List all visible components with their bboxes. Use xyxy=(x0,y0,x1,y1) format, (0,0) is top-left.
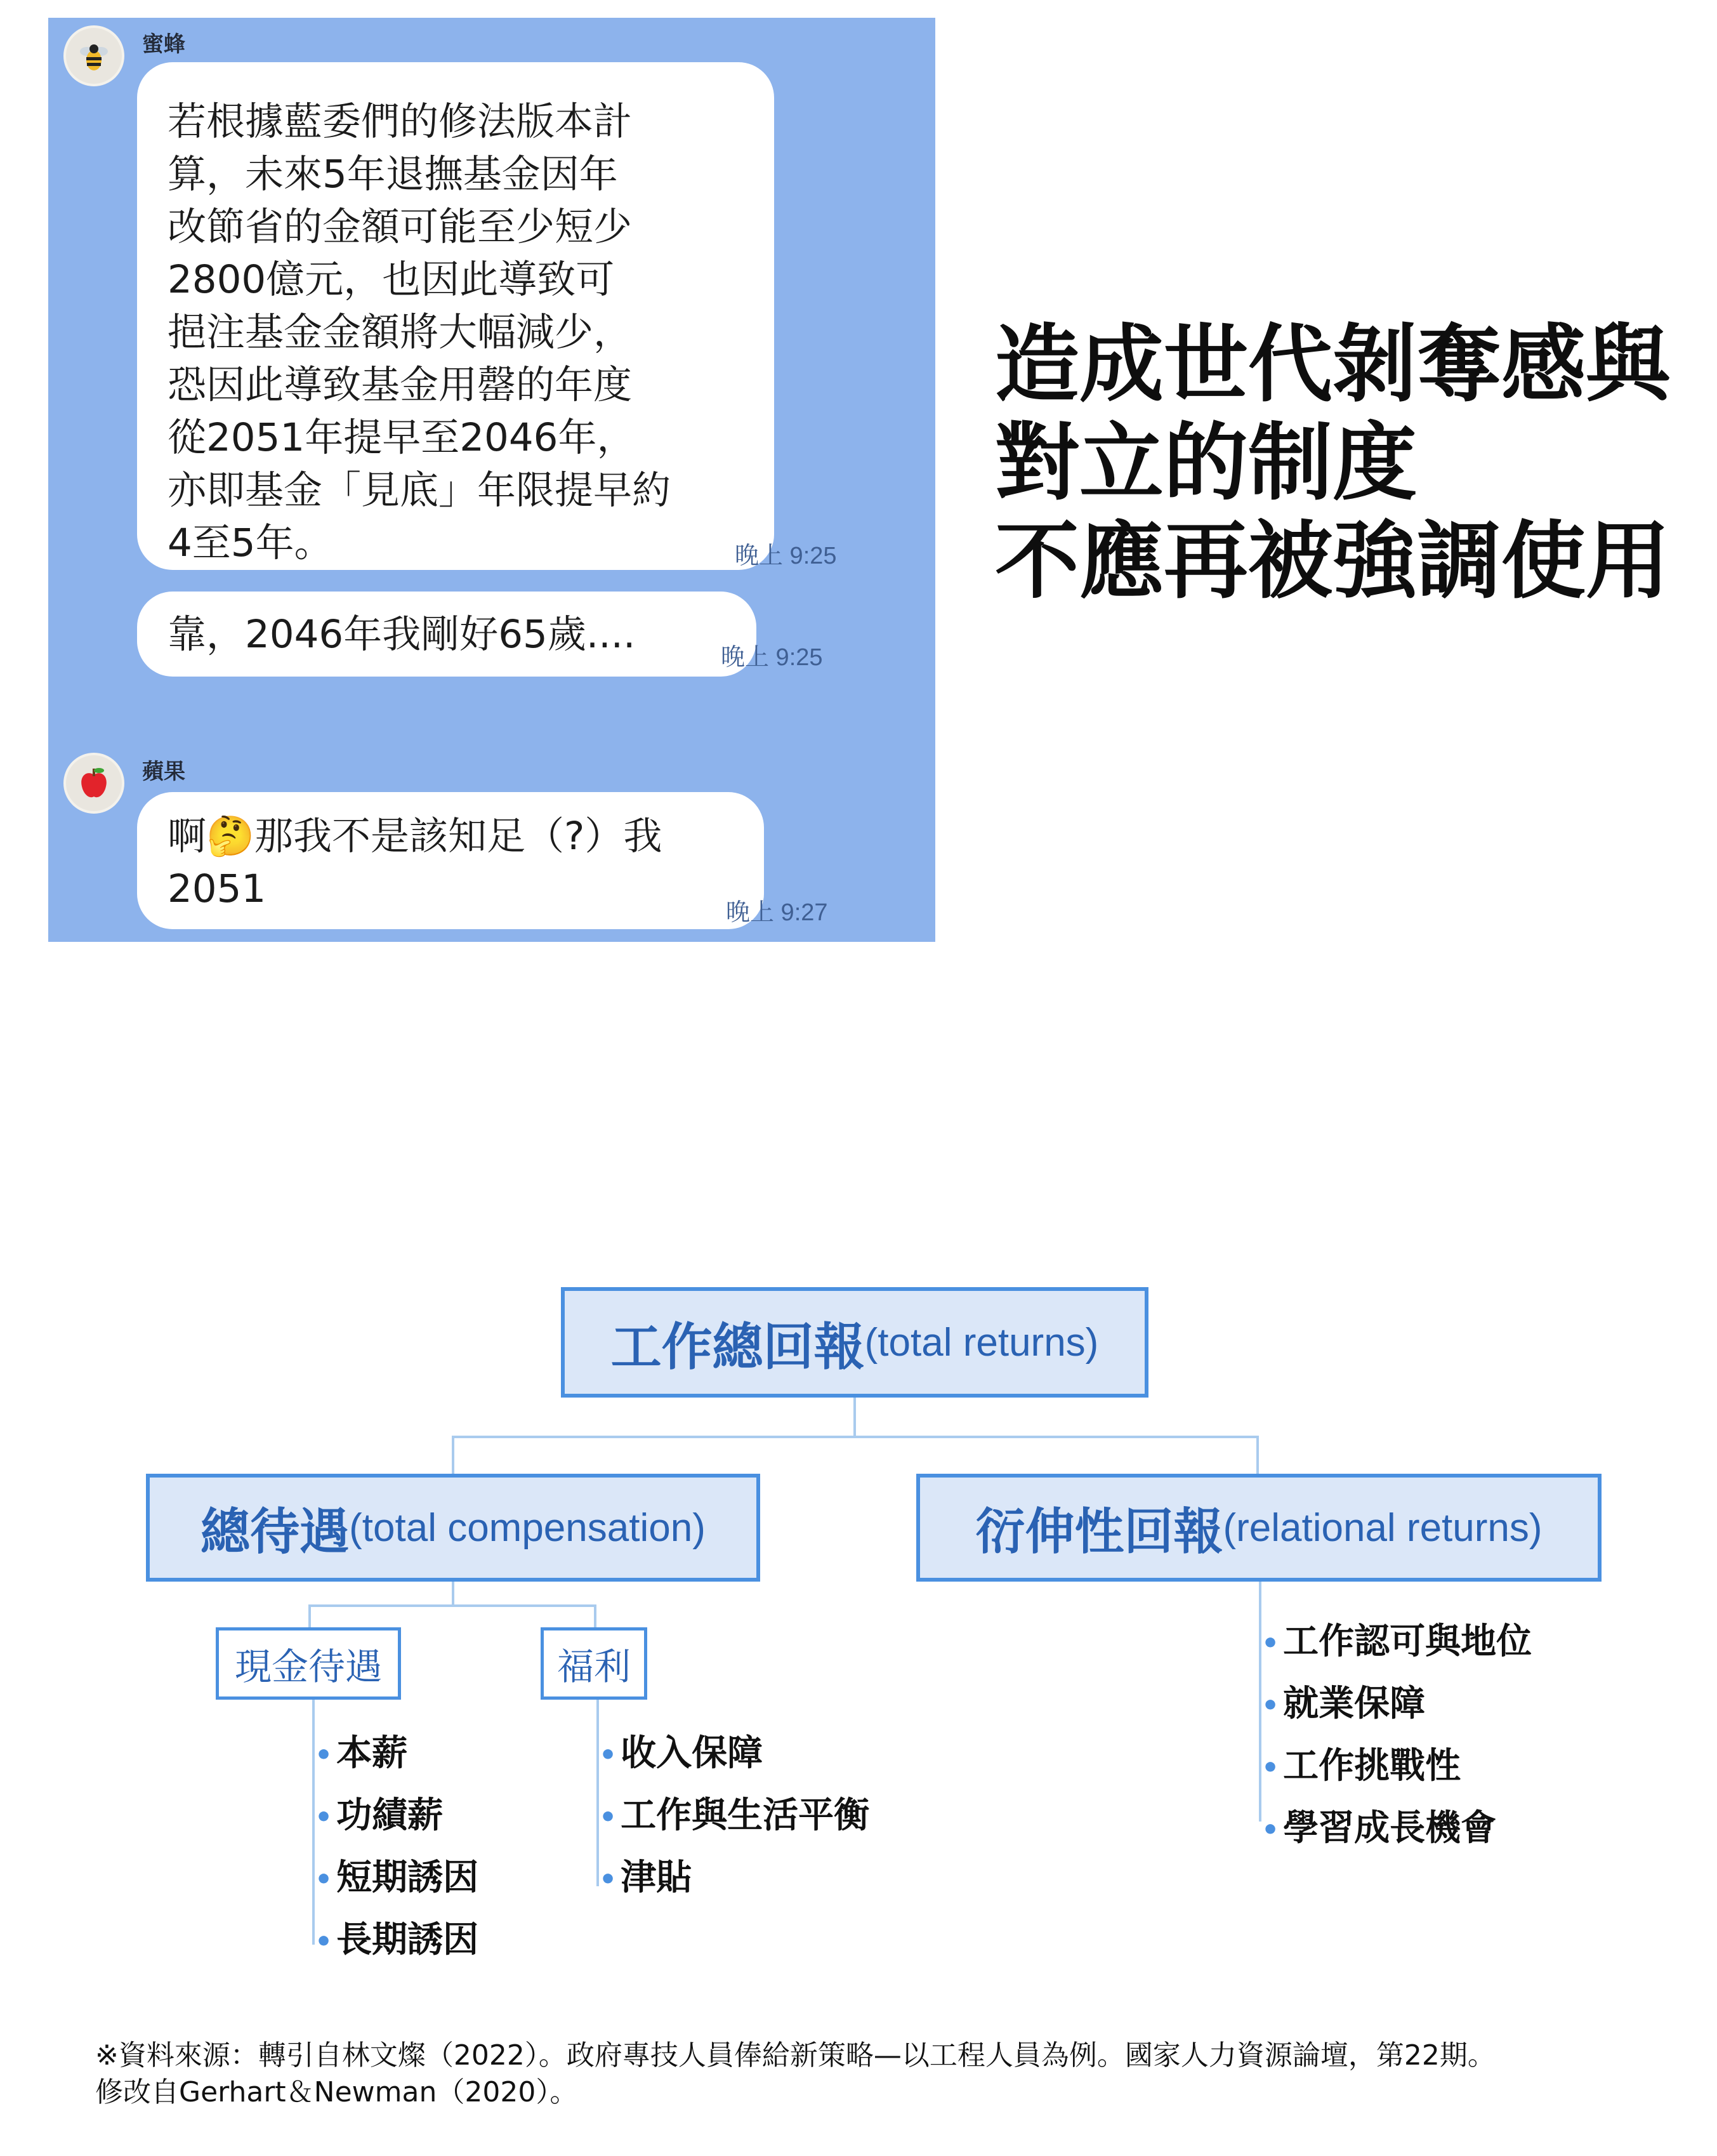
message-time: 晚上 9:27 xyxy=(726,899,828,926)
slogan-line: 對立的制度 xyxy=(995,414,1417,512)
relational-item: • 工作認可與地位 xyxy=(1261,1621,1532,1662)
source-line: ※資料來源：轉引自林文燦（2022）。政府專技人員俸給新策略—以工程人員為例。國家人力資源論壇，第22期。 xyxy=(95,2039,1496,2072)
cash-item: • 功績薪 xyxy=(315,1795,444,1836)
slogan-line: 造成世代剝奪感與 xyxy=(995,316,1670,414)
message-line: 改節省的金額可能至少短少 xyxy=(168,204,633,249)
sender-name: 蘋果 xyxy=(142,760,185,784)
benefit-item: • 工作與生活平衡 xyxy=(599,1795,870,1836)
slogan-line: 不應再被強調使用 xyxy=(995,513,1670,611)
benefit-item: • 收入保障 xyxy=(599,1733,763,1774)
relational-item: • 就業保障 xyxy=(1261,1683,1426,1724)
benefit-item: • 津貼 xyxy=(599,1857,692,1898)
message-bubble[interactable] xyxy=(137,792,764,929)
total-returns-node xyxy=(561,1287,1148,1398)
node-title-en: (total returns) xyxy=(864,1320,1099,1365)
source-citation xyxy=(95,2037,1496,2111)
connector xyxy=(452,1580,454,1606)
source-line: 修改自Gerhart＆Newman（2020）。 xyxy=(95,2076,578,2108)
cash-item: • 短期誘因 xyxy=(315,1857,479,1898)
slogan xyxy=(995,316,1670,611)
message-line: 若根據藍委們的修法版本計 xyxy=(168,99,633,144)
connector xyxy=(594,1604,596,1627)
message-line: 從2051年提早至2046年， xyxy=(168,415,636,460)
bee-avatar[interactable] xyxy=(63,25,124,86)
message-bubble[interactable] xyxy=(137,592,756,677)
cash-item: • 本薪 xyxy=(315,1733,408,1774)
apple-avatar[interactable] xyxy=(63,753,124,814)
message-line: 靠，2046年我剛好65歲.... xyxy=(168,612,636,657)
relational-item: • 工作挑戰性 xyxy=(1261,1745,1461,1787)
sender-name: 蜜蜂 xyxy=(142,32,185,56)
message-line: 恐因此導致基金用罄的年度 xyxy=(168,362,633,407)
node-title-zh: 衍伸性回報 xyxy=(975,1504,1223,1561)
connector xyxy=(452,1436,1259,1438)
connector xyxy=(308,1604,311,1627)
chat-screenshot xyxy=(48,18,935,942)
node-title-en: (total compensation) xyxy=(349,1505,706,1550)
total-compensation-node xyxy=(146,1474,760,1582)
message-time: 晚上 9:25 xyxy=(735,543,837,569)
connector xyxy=(853,1398,856,1436)
benefits-node: 福利 xyxy=(541,1627,647,1700)
connector xyxy=(308,1604,596,1607)
apple-icon xyxy=(74,764,114,803)
message-line: 2051 xyxy=(168,866,266,911)
node-title-zh: 總待遇 xyxy=(201,1504,350,1561)
message-line: 挹注基金金額將大幅減少， xyxy=(168,310,633,355)
relational-returns-node xyxy=(916,1474,1602,1582)
bee-icon xyxy=(74,36,114,76)
message-line: 亦即基金「見底」年限提早約 xyxy=(168,468,671,513)
cash-compensation-node: 現金待遇 xyxy=(216,1627,401,1700)
node-title-zh: 工作總回報 xyxy=(610,1317,865,1377)
message-bubble[interactable] xyxy=(137,62,774,570)
message-line: 啊🤔那我不是該知足（?）我 xyxy=(168,814,662,859)
connector xyxy=(452,1436,454,1478)
message-line: 2800億元，也因此導致可 xyxy=(168,257,615,302)
connector xyxy=(1256,1436,1259,1478)
message-line: 算，未來5年退撫基金因年 xyxy=(168,152,618,197)
node-title-en: (relational returns) xyxy=(1223,1505,1543,1550)
message-line: 4至5年。 xyxy=(168,520,333,565)
relational-item: • 學習成長機會 xyxy=(1261,1808,1497,1849)
message-time: 晚上 9:25 xyxy=(721,644,823,671)
cash-item: • 長期誘因 xyxy=(315,1919,479,1961)
